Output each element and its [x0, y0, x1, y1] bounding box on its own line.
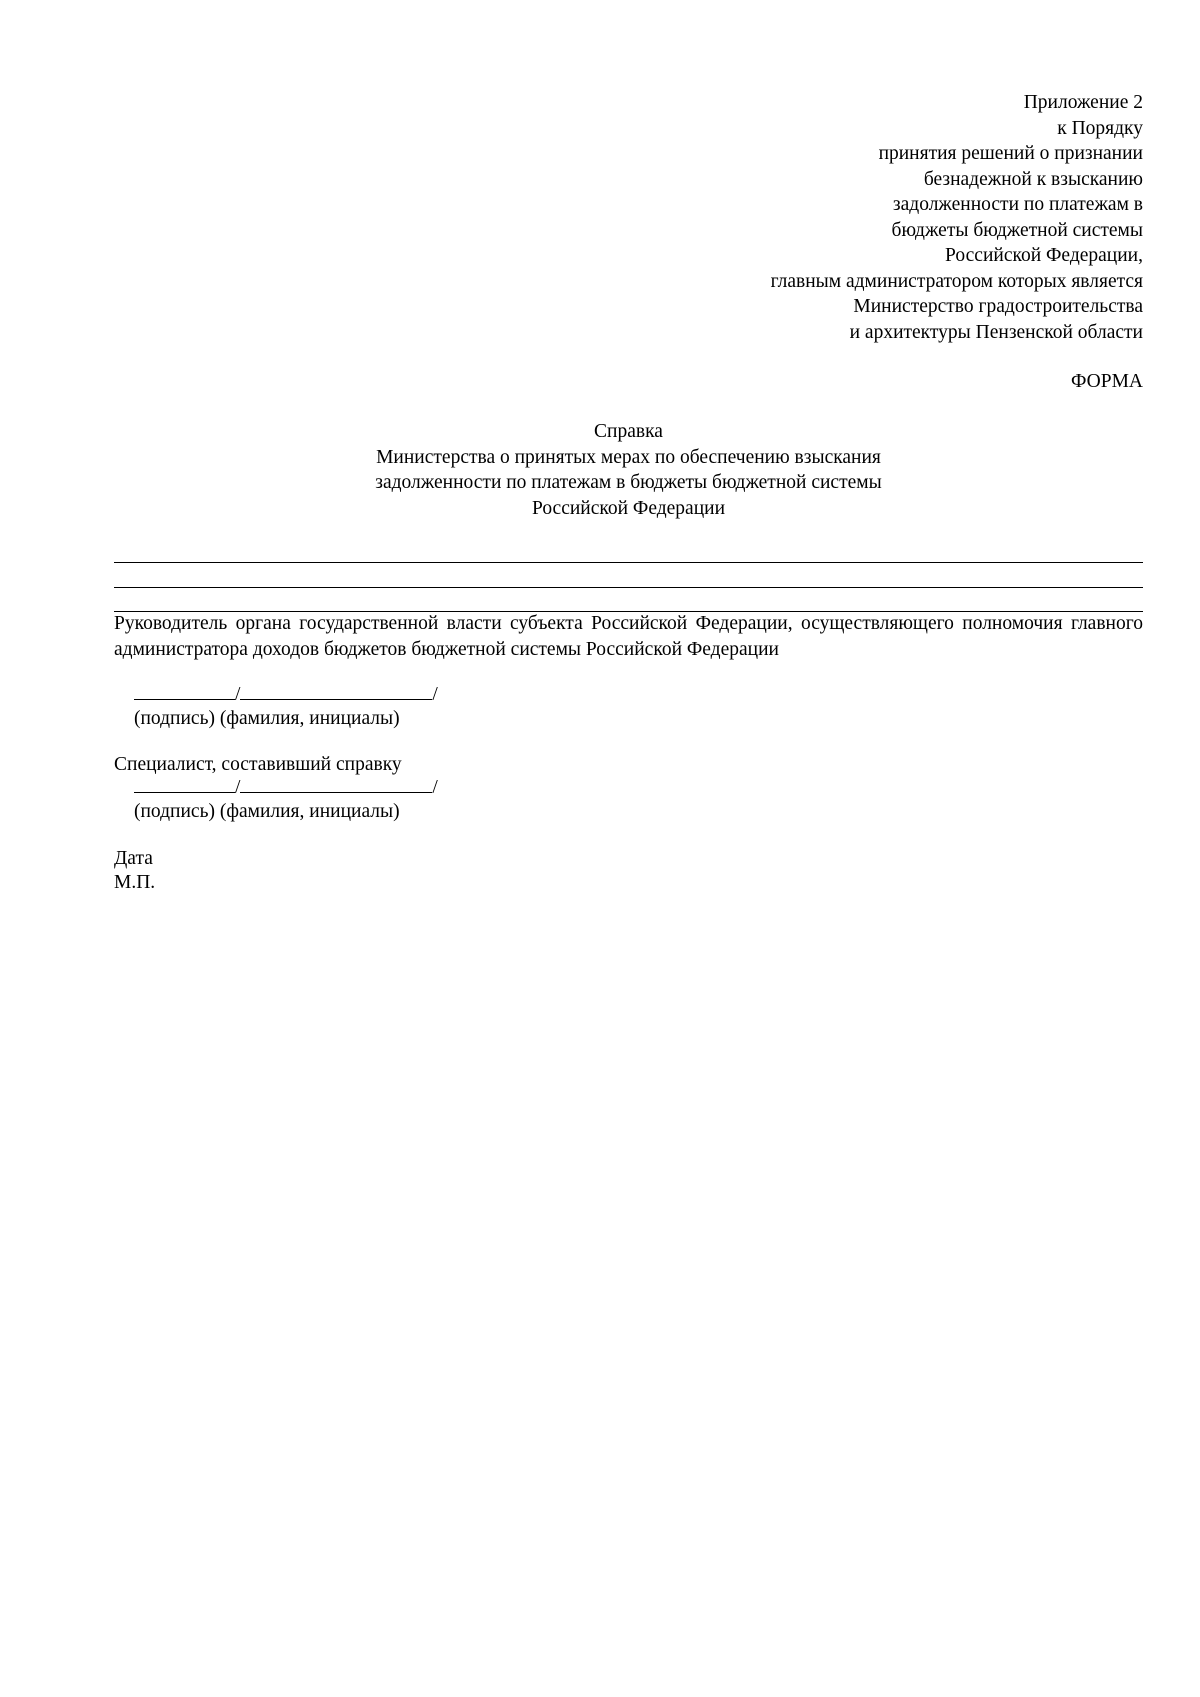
name-initials-blank[interactable] [240, 774, 432, 793]
signature-blank[interactable] [134, 774, 235, 793]
appendix-line: Министерство градостроительства [853, 296, 1143, 317]
signature-end: / [432, 684, 438, 705]
date-label: Дата [114, 848, 153, 869]
signature-separator: / [235, 777, 241, 798]
specialist-signature-caption: (подпись) (фамилия, инициалы) [134, 801, 400, 822]
head-of-authority-text: Руководитель органа государственной власти субъекта Российской Федерации, осуществляющего полномочия главного администратора доходов бюджетов бюджетной системы Российской Федерации [114, 613, 1143, 660]
appendix-line: Российской Федерации, [945, 245, 1143, 266]
name-initials-blank[interactable] [240, 681, 432, 700]
head-signature-row [134, 681, 438, 708]
specialist-label: Специалист, составивший справку [114, 754, 402, 775]
appendix-line: бюджеты бюджетной системы [891, 219, 1143, 241]
appendix-header [583, 90, 1143, 345]
appendix-line: задолженности по платежам в [892, 194, 1143, 215]
appendix-line: к Порядку [1057, 117, 1143, 139]
title-line: Министерства о принятых мерах по обеспечению взыскания [376, 446, 881, 468]
appendix-line: и архитектуры Пензенской области [849, 321, 1143, 343]
signature-separator: / [235, 684, 241, 705]
appendix-line: Приложение 2 [1023, 92, 1143, 113]
head-signature-caption: (подпись) (фамилия, инициалы) [134, 708, 400, 729]
title-line: Справка [594, 421, 663, 442]
blank-fill-line[interactable] [114, 587, 1143, 588]
appendix-line: главным администратором которых является [770, 270, 1143, 292]
document-title [114, 419, 1143, 521]
form-label: ФОРМА [1071, 371, 1143, 392]
appendix-line: принятия решений о признании [878, 143, 1143, 164]
title-line: Российской Федерации [531, 497, 726, 519]
appendix-line: безнадежной к взысканию [923, 168, 1143, 190]
specialist-signature-row [134, 774, 438, 801]
title-line: задолженности по платежам в бюджеты бюджетной системы [375, 472, 882, 493]
signature-end: / [432, 777, 438, 798]
signature-blank[interactable] [134, 681, 235, 700]
stamp-label: М.П. [114, 872, 156, 893]
blank-fill-line[interactable] [114, 562, 1143, 563]
